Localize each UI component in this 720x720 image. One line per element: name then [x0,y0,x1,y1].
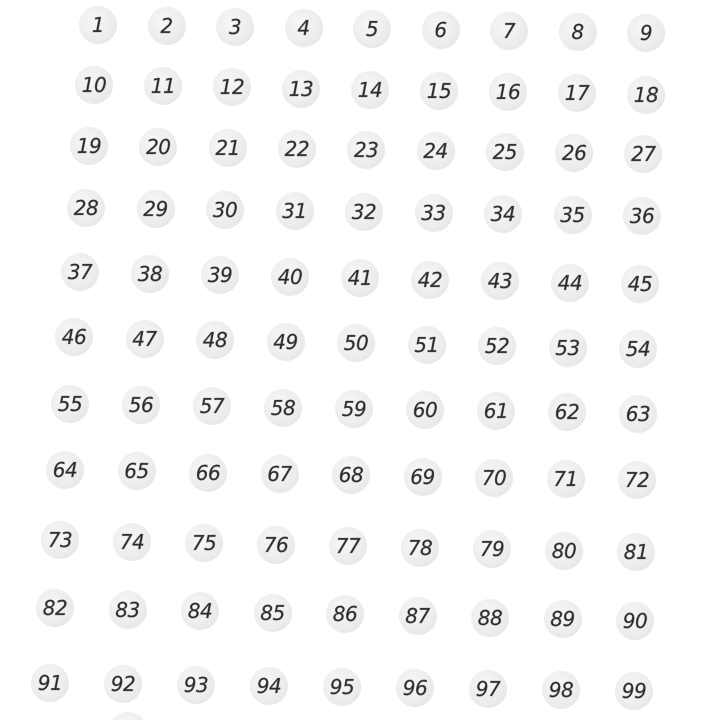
sticker-number: 18 [633,82,659,107]
sticker-number: 40 [277,264,303,289]
number-sticker [181,592,219,630]
number-sticker [555,134,593,172]
sticker-number: 49 [273,329,298,354]
sticker-number: 54 [625,337,651,361]
sticker-number: 27 [631,142,656,166]
number-sticker [341,259,379,297]
number-sticker [206,191,244,229]
number-sticker [615,672,653,710]
number-sticker [471,599,509,637]
sticker-number: 44 [557,270,583,295]
number-sticker [31,664,69,702]
sticker-number: 60 [412,398,438,422]
number-sticker [347,131,385,169]
number-sticker [396,669,434,707]
number-sticker [411,261,449,299]
number-sticker [139,128,177,166]
number-sticker [254,594,292,632]
number-sticker [554,196,592,234]
number-sticker [216,8,254,46]
sticker-number: 89 [550,607,575,632]
sticker-number: 78 [407,535,433,560]
sticker-number: 17 [564,81,590,106]
number-sticker [144,67,182,105]
sticker-number: 62 [554,400,580,425]
sticker-number: 1 [91,13,105,37]
sticker-number: 58 [270,395,296,420]
number-sticker [477,392,515,430]
sticker-number: 85 [260,600,285,625]
sticker-number: 47 [132,326,157,351]
sticker-number: 43 [487,269,513,293]
sticker-number: 46 [61,325,87,349]
sticker-number: 67 [267,461,292,486]
number-sticker [122,386,160,424]
sticker-number: 7 [502,19,516,43]
sticker-number: 3 [228,15,242,39]
number-sticker [264,389,302,427]
sticker-number: 70 [481,465,507,490]
number-sticker [486,133,524,171]
sticker-number: 92 [110,672,136,696]
number-sticker [335,390,373,428]
number-sticker [351,71,389,109]
number-sticker [193,387,231,425]
number-sticker [51,385,89,423]
sticker-number: 30 [212,198,238,222]
number-sticker [617,533,655,571]
sticker-number: 80 [551,538,577,563]
number-sticker [148,7,186,45]
number-sticker [408,326,446,364]
number-sticker [551,264,589,302]
sticker-number: 87 [405,604,430,628]
number-sticker [131,255,169,293]
sticker-number: 74 [119,529,145,554]
number-sticker [75,66,113,104]
number-sticker [118,452,156,490]
sticker-number: 79 [479,537,505,561]
number-sticker [282,70,320,108]
number-sticker [616,602,654,640]
number-sticker [618,461,656,499]
sticker-number: 82 [42,596,68,620]
sticker-number: 16 [495,80,521,105]
number-sticker [619,330,657,368]
number-sticker [67,189,105,227]
sticker-number: 22 [284,137,310,161]
sticker-number: 4 [297,16,310,40]
sticker-number: 61 [483,399,509,424]
number-sticker [619,395,657,433]
number-sticker [276,192,314,230]
number-sticker [213,68,251,106]
sticker-number: 73 [47,528,73,552]
sticker-number: 24 [423,139,448,163]
number-sticker [547,460,585,498]
sticker-number: 32 [351,200,377,224]
sticker-number: 95 [329,675,355,699]
sticker-number: 37 [67,260,93,284]
number-sticker [559,13,597,51]
sticker-number: 56 [128,393,154,418]
number-sticker [189,454,227,492]
number-sticker [404,458,442,496]
number-sticker [406,391,444,429]
number-sticker [278,130,316,168]
number-sticker [261,455,299,493]
sticker-number: 25 [492,140,518,164]
sticker-number: 86 [332,602,358,627]
sticker-number: 97 [475,677,501,701]
number-sticker [415,194,453,232]
number-sticker [126,320,164,358]
sticker-number: 64 [52,458,78,482]
number-sticker [41,521,79,559]
number-sticker [113,523,151,561]
number-sticker [353,10,391,48]
sticker-number: 53 [555,335,580,360]
number-sticker [285,9,323,47]
number-sticker [61,253,99,291]
number-sticker [545,532,583,570]
number-sticker [481,262,519,300]
number-sticker [627,14,665,52]
number-sticker [490,12,528,50]
number-sticker [420,72,458,110]
number-sticker [104,665,142,703]
number-sticker [401,529,439,567]
number-sticker [326,595,364,633]
sticker-number: 90 [622,608,648,633]
sticker-number: 33 [421,201,446,225]
number-sticker [36,589,74,627]
number-sticker [475,459,513,497]
sticker-number: 11 [150,74,176,99]
number-sticker [332,456,370,494]
sticker-number: 91 [37,671,63,695]
sticker-number: 77 [335,534,361,558]
sticker-number: 84 [187,599,213,624]
number-sticker [329,527,367,565]
number-sticker [473,530,511,568]
number-sticker [209,129,247,167]
number-sticker [422,11,460,49]
sticker-number: 65 [124,459,149,484]
sticker-number: 57 [199,394,225,419]
number-sticker [627,76,665,114]
sticker-number: 20 [146,135,171,159]
number-sticker [55,318,93,356]
sticker-number: 28 [73,196,99,220]
number-sticker [558,74,596,112]
sticker-number: 45 [627,272,653,296]
sticker-number: 5 [365,17,379,41]
sticker-number: 36 [629,204,655,228]
sticker-number: 50 [343,331,369,355]
sticker-number: 42 [417,267,443,292]
sticker-number: 71 [553,467,578,492]
sticker-number: 8 [571,20,584,44]
number-sticker [70,127,108,165]
sticker-number: 93 [183,673,209,697]
sticker-number: 13 [288,76,314,101]
number-sticker [177,666,215,704]
sticker-number: 55 [57,392,83,416]
sticker-number: 38 [137,261,163,286]
sticker-number: 12 [219,75,245,100]
number-sticker [337,324,375,362]
partial-sticker [109,712,147,720]
number-sticker [478,327,516,365]
sticker-number: 81 [623,540,649,564]
sticker-number: 88 [477,605,503,630]
sticker-number: 76 [263,532,289,557]
number-sticker [548,393,586,431]
number-sticker [549,329,587,367]
sticker-number: 23 [353,138,379,162]
sticker-number: 39 [207,263,233,287]
sticker-number: 75 [191,531,217,555]
number-sticker [196,321,234,359]
number-sticker [544,600,582,638]
sticker-number: 6 [434,18,447,42]
number-sticker [621,265,659,303]
sticker-number: 98 [548,678,574,702]
sticker-number: 10 [81,73,107,97]
sticker-number: 96 [402,676,428,700]
number-sticker [323,668,361,706]
sticker-number: 35 [560,203,585,227]
sticker-number: 14 [357,77,383,102]
sticker-number: 9 [639,21,653,45]
sticker-number: 29 [143,197,168,221]
number-sticker [484,195,522,233]
sticker-number: 41 [347,266,373,290]
number-sticker [623,197,661,235]
number-sticker [250,667,288,705]
sticker-number: 31 [282,199,307,223]
sticker-number: 19 [76,134,102,158]
sticker-number: 26 [561,141,587,165]
sticker-number: 51 [414,332,439,357]
sticker-number: 69 [410,464,435,489]
sticker-number: 63 [625,401,651,426]
sticker-number: 15 [426,79,452,103]
number-sticker [542,671,580,709]
sticker-number: 66 [195,460,221,485]
number-sticker [271,258,309,296]
sticker-number: 59 [341,396,367,421]
number-sticker [257,526,295,564]
sticker-number: 21 [215,136,240,160]
sticker-number: 99 [621,679,647,703]
sticker-number: 52 [484,334,510,358]
sticker-number: 68 [338,463,364,488]
sticker-number: 2 [160,14,173,38]
sticker-number: 34 [490,202,516,226]
number-sticker [201,256,239,294]
number-sticker [345,193,383,231]
number-sticker [46,451,84,489]
sticker-number: 48 [202,328,228,352]
number-sticker [79,6,117,44]
number-sticker [109,591,147,629]
number-sticker [417,132,455,170]
number-sticker [469,670,507,708]
number-sticker [267,323,305,361]
sticker-number: 94 [256,674,282,698]
number-sticker [624,135,662,173]
number-sticker [489,73,527,111]
number-sticker [399,597,437,635]
sticker-number: 72 [624,468,650,493]
sticker-number: 83 [115,597,140,622]
number-sticker [185,524,223,562]
number-sticker [137,190,175,228]
